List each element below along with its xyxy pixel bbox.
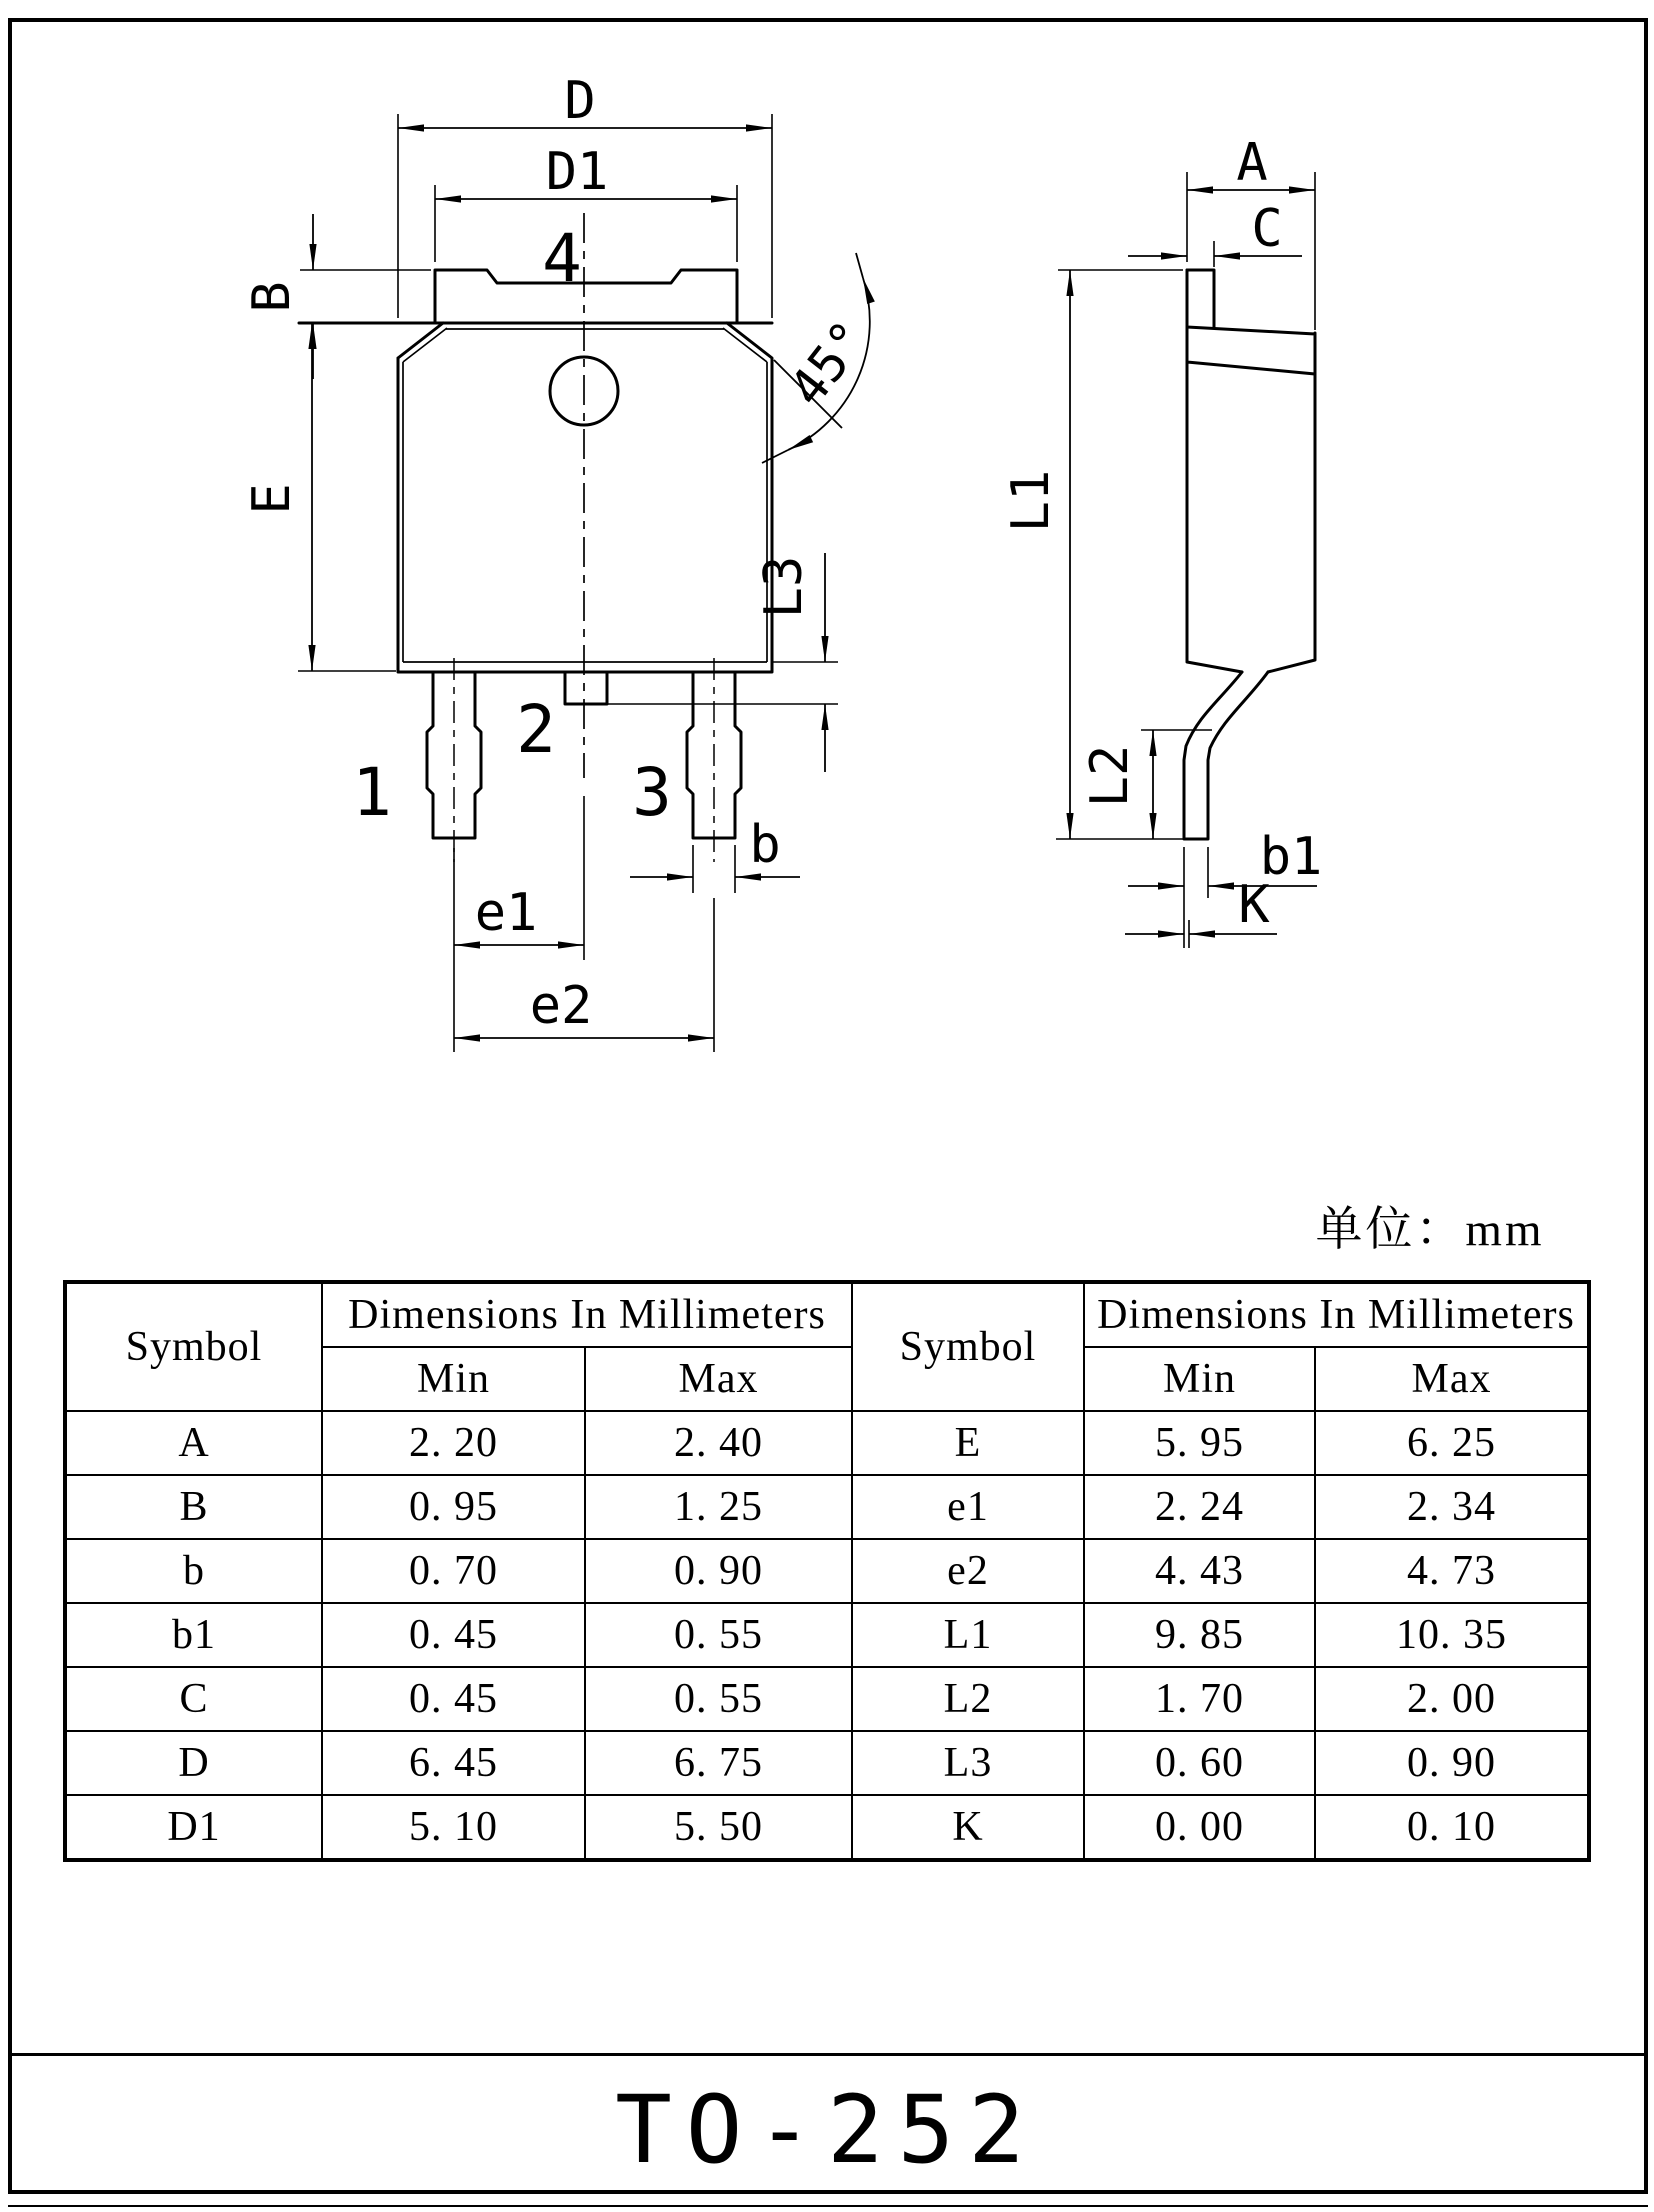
min-cell: 2. 24	[1084, 1475, 1315, 1539]
dim-label-l1: L1	[1001, 469, 1061, 533]
max-cell: 2. 40	[585, 1411, 852, 1475]
dim-label-e1: e1	[474, 883, 538, 943]
symbol-cell: L1	[852, 1603, 1084, 1667]
symbol-cell: D	[65, 1731, 322, 1795]
table-row	[65, 1667, 1589, 1731]
pin2-stub	[565, 672, 607, 704]
table-row	[65, 1795, 1589, 1860]
dim-label-e-cap: E	[242, 483, 302, 515]
symbol-cell: L2	[852, 1667, 1084, 1731]
min-cell: 9. 85	[1084, 1603, 1315, 1667]
max-cell: 6. 75	[585, 1731, 852, 1795]
max-cell: 0. 55	[585, 1603, 852, 1667]
min-cell: 0. 00	[1084, 1795, 1315, 1860]
min-cell: 5. 10	[322, 1795, 585, 1860]
dim-label-b1: b1	[1259, 827, 1323, 887]
dim-label-b-cap: B	[242, 281, 302, 313]
dim-label-a: A	[1236, 133, 1268, 193]
package-title: TO-252	[615, 2076, 1039, 2185]
side-lead	[1184, 672, 1268, 839]
tab-outline	[435, 270, 737, 323]
max-cell: 10. 35	[1315, 1603, 1589, 1667]
dim-label-l3: L3	[754, 555, 814, 619]
symbol-cell: C	[65, 1667, 322, 1731]
symbol-cell: L3	[852, 1731, 1084, 1795]
dim-label-c: C	[1251, 199, 1283, 259]
symbol-header-right: Symbol	[852, 1282, 1084, 1411]
angle-arrow-bottom	[786, 435, 813, 454]
dim-label-d: D	[564, 71, 596, 131]
symbol-cell: B	[65, 1475, 322, 1539]
min-cell: 6. 45	[322, 1731, 585, 1795]
front-view	[242, 71, 879, 1052]
dim-label-k: K	[1238, 875, 1270, 935]
max-cell: 2. 34	[1315, 1475, 1589, 1539]
max-cell: 5. 50	[585, 1795, 852, 1860]
symbol-cell: e2	[852, 1539, 1084, 1603]
max-cell: 2. 00	[1315, 1667, 1589, 1731]
table-row	[65, 1603, 1589, 1667]
min-cell: 0. 45	[322, 1603, 585, 1667]
min-cell: 5. 95	[1084, 1411, 1315, 1475]
body-outline	[398, 323, 772, 672]
symbol-cell: b	[65, 1539, 322, 1603]
angle-arrow-top	[859, 277, 875, 304]
dims-header-right: Dimensions In Millimeters	[1084, 1282, 1589, 1347]
max-cell: 1. 25	[585, 1475, 852, 1539]
min-header-left: Min	[322, 1347, 585, 1411]
min-cell: 0. 95	[322, 1475, 585, 1539]
min-cell: 0. 45	[322, 1667, 585, 1731]
symbol-cell: e1	[852, 1475, 1084, 1539]
max-header-left: Max	[585, 1347, 852, 1411]
table-row	[65, 1411, 1589, 1475]
max-cell: 6. 25	[1315, 1411, 1589, 1475]
pin-number-1: 1	[352, 754, 392, 831]
symbol-header-left: Symbol	[65, 1282, 322, 1411]
dim-label-b-lead: b	[749, 815, 781, 875]
dims-header-left: Dimensions In Millimeters	[322, 1282, 852, 1347]
max-cell: 0. 10	[1315, 1795, 1589, 1860]
min-cell: 4. 43	[1084, 1539, 1315, 1603]
table-row	[65, 1475, 1589, 1539]
side-body-outline	[1187, 270, 1315, 672]
pin-number-4: 4	[542, 220, 582, 297]
symbol-cell: A	[65, 1411, 322, 1475]
min-header-right: Min	[1084, 1347, 1315, 1411]
side-view	[1001, 133, 1322, 948]
min-cell: 2. 20	[322, 1411, 585, 1475]
l3-extension-lines	[607, 662, 838, 704]
pin-number-3: 3	[632, 754, 672, 831]
symbol-cell: E	[852, 1411, 1084, 1475]
dimension-table-wrap	[63, 1280, 1591, 1862]
max-cell: 4. 73	[1315, 1539, 1589, 1603]
dimension-table	[63, 1280, 1591, 1862]
max-cell: 0. 90	[585, 1539, 852, 1603]
max-cell: 0. 90	[1315, 1731, 1589, 1795]
min-cell: 0. 60	[1084, 1731, 1315, 1795]
side-tab-outline	[1187, 270, 1214, 327]
table-row	[65, 1731, 1589, 1795]
dim-label-e2: e2	[529, 976, 593, 1036]
pin-number-2: 2	[516, 691, 556, 768]
max-cell: 0. 55	[585, 1667, 852, 1731]
max-header-right: Max	[1315, 1347, 1589, 1411]
dim-label-l2: L2	[1080, 744, 1140, 808]
dim-label-45deg: 45°	[777, 310, 880, 417]
table-header-row-1	[65, 1282, 1589, 1347]
body-draft-lines	[403, 328, 767, 662]
min-cell: 0. 70	[322, 1539, 585, 1603]
symbol-cell: K	[852, 1795, 1084, 1860]
symbol-cell: b1	[65, 1603, 322, 1667]
b1-extension-lines	[1184, 847, 1208, 948]
min-cell: 1. 70	[1084, 1667, 1315, 1731]
unit-note: 单位：mm	[1315, 1204, 1545, 1256]
table-row	[65, 1539, 1589, 1603]
dim-label-d1: D1	[545, 142, 609, 202]
symbol-cell: D1	[65, 1795, 322, 1860]
b-lead-extension-lines	[693, 845, 735, 893]
